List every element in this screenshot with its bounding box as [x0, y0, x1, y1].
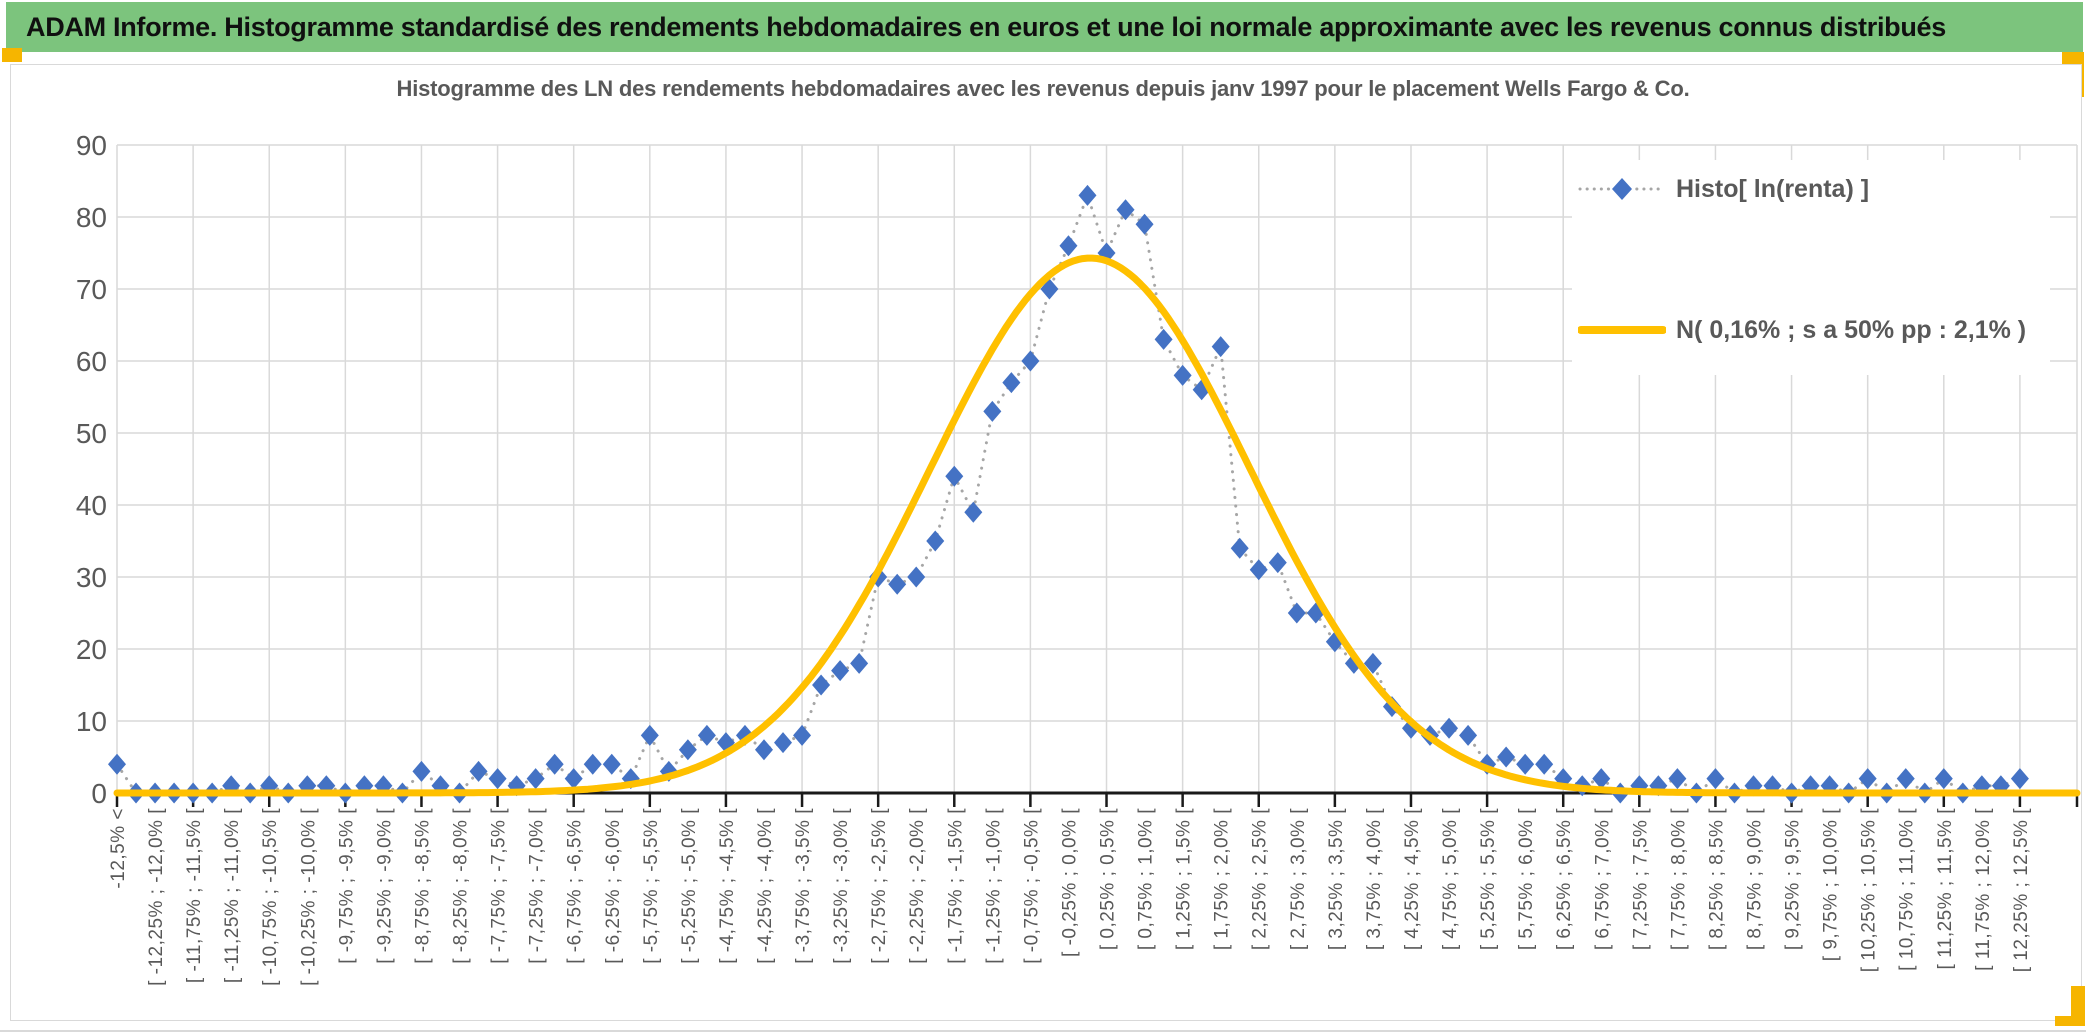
- histogram-point: [850, 653, 868, 674]
- histogram-point: [1706, 768, 1724, 789]
- histogram-point: [1269, 552, 1287, 573]
- x-tick-label: [ 2,75% ; 3,0% [: [1287, 808, 1309, 951]
- y-tick-label: 10: [75, 706, 107, 737]
- x-tick-label: [ 5,75% ; 6,0% [: [1516, 808, 1538, 951]
- x-tick-label: -12,5% <: [108, 808, 129, 889]
- y-tick-label: 0: [91, 778, 107, 809]
- y-tick-label: 90: [75, 130, 107, 161]
- x-tick-label: [ -8,25% ; -8,0% [: [450, 808, 472, 964]
- x-tick-label: [ 10,75% ; 11,0% [: [1896, 808, 1918, 971]
- x-tick-label: [ 1,75% ; 2,0% [: [1211, 808, 1233, 951]
- x-tick-label: [ -4,75% ; -4,5% [: [716, 808, 738, 964]
- histogram-point: [2011, 768, 2029, 789]
- histogram-point: [1059, 235, 1077, 256]
- histogram-point: [489, 768, 507, 789]
- x-tick-label: [ 3,75% ; 4,0% [: [1363, 808, 1385, 951]
- y-tick-label: 80: [75, 202, 107, 233]
- histogram-point: [1535, 754, 1553, 775]
- y-tick-label: 30: [75, 562, 107, 593]
- x-tick-label: [ -10,25% ; -10,0% [: [298, 808, 320, 986]
- legend-entry-histogram[interactable]: [1578, 174, 2044, 204]
- histogram-point: [641, 725, 659, 746]
- x-tick-label: [ 7,75% ; 8,0% [: [1668, 808, 1690, 951]
- x-tick-label: [ -7,75% ; -7,5% [: [488, 808, 510, 964]
- x-tick-label: [ -5,25% ; -5,0% [: [678, 808, 700, 964]
- legend-label-histogram: Histo[ ln(renta) ]: [1676, 174, 1870, 203]
- x-tick-label: [ -12,25% ; -12,0% [: [146, 808, 168, 986]
- y-tick-label: 40: [75, 490, 107, 521]
- x-tick-label: [ -11,25% ; -11,0% [: [222, 808, 244, 984]
- histogram-point: [907, 567, 925, 588]
- histogram-point: [1497, 747, 1515, 768]
- histogram-point: [1288, 603, 1306, 624]
- y-tick-label: 20: [75, 634, 107, 665]
- x-tick-label: [ 12,25% ; 12,5% [: [2010, 808, 2032, 973]
- x-tick-label: [ -0,25% ; 0,0% [: [1059, 808, 1081, 957]
- chart-legend: [1572, 160, 2050, 375]
- y-tick-label: 70: [75, 274, 107, 305]
- histogram-point: [1459, 725, 1477, 746]
- x-tick-label: [ -3,25% ; -3,0% [: [831, 808, 853, 964]
- x-tick-label: [ -6,75% ; -6,5% [: [564, 808, 586, 964]
- histogram-point: [1212, 336, 1230, 357]
- x-tick-label: [ 0,75% ; 1,0% [: [1135, 808, 1157, 951]
- x-tick-label: [ 9,25% ; 9,5% [: [1782, 808, 1804, 951]
- histogram-point: [546, 754, 564, 775]
- blue-diamond-dotted-line-icon: [1578, 174, 1666, 204]
- x-tick-label: [ -1,25% ; -1,0% [: [983, 808, 1005, 964]
- histogram-point: [831, 660, 849, 681]
- histogram-point: [603, 754, 621, 775]
- histogram-point: [755, 739, 773, 760]
- gold-corner-marker-bottom-right-horizontal: [2055, 1016, 2085, 1026]
- x-tick-label: [ -3,75% ; -3,5% [: [793, 808, 814, 964]
- x-tick-label: [ -0,75% ; -0,5% [: [1021, 808, 1043, 964]
- histogram-point: [812, 675, 830, 696]
- x-tick-label: [ 11,75% ; 12,0% [: [1972, 808, 1994, 971]
- histogram-point: [108, 754, 126, 775]
- histogram-point: [527, 768, 545, 789]
- histogram-point: [1935, 768, 1953, 789]
- histogram-point: [412, 761, 430, 782]
- x-tick-label: [ 6,75% ; 7,0% [: [1592, 808, 1614, 951]
- histogram-point: [565, 768, 583, 789]
- histogram-point: [793, 725, 811, 746]
- chart-title: Histogramme des LN des rendements hebdomadaires avec les revenus depuis janv 1997 pour le placement Wells Fargo & Co.: [396, 76, 1690, 101]
- x-tick-label: [ 4,25% ; 4,5% [: [1402, 808, 1423, 951]
- x-tick-label: [ 3,25% ; 3,5% [: [1325, 808, 1347, 951]
- x-tick-label: [ -1,75% ; -1,5% [: [945, 808, 967, 964]
- legend-entry-normal-curve[interactable]: [1578, 315, 2044, 345]
- histogram-point: [698, 725, 716, 746]
- histogram-point: [1668, 768, 1686, 789]
- x-tick-label: [ -9,75% ; -9,5% [: [336, 808, 358, 964]
- x-tick-label: [ -11,75% ; -11,5% [: [184, 808, 206, 984]
- histogram-point: [584, 754, 602, 775]
- x-tick-label: [ -2,25% ; -2,0% [: [907, 808, 929, 964]
- y-tick-label: 50: [75, 418, 107, 449]
- x-tick-label: [ -10,75% ; -10,5% [: [260, 808, 282, 986]
- x-tick-label: [ 4,75% ; 5,0% [: [1440, 808, 1461, 951]
- histogram-point: [1897, 768, 1915, 789]
- histogram-point: [774, 732, 792, 753]
- histogram-point: [983, 401, 1001, 422]
- histogram-point: [1516, 754, 1534, 775]
- histogram-point: [926, 531, 944, 552]
- x-tick-label: [ 2,25% ; 2,5% [: [1249, 808, 1271, 951]
- y-tick-label: 60: [75, 346, 107, 377]
- x-tick-label: [ 7,25% ; 7,5% [: [1630, 808, 1652, 951]
- x-tick-label: [ 11,25% ; 11,5% [: [1934, 808, 1956, 970]
- histogram-point: [1078, 185, 1096, 206]
- histogram-point: [1859, 768, 1877, 789]
- x-tick-label: [ -7,25% ; -7,0% [: [526, 808, 548, 964]
- x-tick-label: [ 8,25% ; 8,5% [: [1706, 808, 1728, 951]
- legend-label-normal-curve: N( 0,16% ; s a 50% pp : 2,1% ): [1676, 315, 2027, 344]
- x-tick-label: [ 1,25% ; 1,5% [: [1173, 808, 1195, 951]
- header-title: ADAM Informe. Histogramme standardisé des rendements hebdomadaires en euros et une loi normale approximante avec les revenus connus distribués: [26, 11, 1946, 42]
- x-tick-label: [ -6,25% ; -6,0% [: [602, 808, 624, 964]
- x-tick-label: [ -4,25% ; -4,0% [: [755, 808, 776, 964]
- x-tick-label: [ -5,75% ; -5,5% [: [640, 808, 662, 964]
- x-tick-label: [ 6,25% ; 6,5% [: [1554, 808, 1576, 951]
- x-tick-label: [ 8,75% ; 9,0% [: [1744, 808, 1766, 951]
- histogram-point: [945, 466, 963, 487]
- x-tick-label: [ -8,75% ; -8,5% [: [412, 808, 434, 964]
- x-tick-label: [ 0,25% ; 0,5% [: [1097, 808, 1119, 951]
- histogram-point: [1174, 365, 1192, 386]
- x-tick-label: [ -2,75% ; -2,5% [: [869, 808, 891, 964]
- x-tick-label: [ 10,25% ; 10,5% [: [1858, 808, 1880, 973]
- x-tick-label: [ 5,25% ; 5,5% [: [1478, 808, 1500, 951]
- histogram-point: [1155, 329, 1173, 350]
- x-tick-label: [ 9,75% ; 10,0% [: [1820, 808, 1842, 962]
- gold-line-icon: [1578, 315, 1666, 345]
- x-tick-label: [ -9,25% ; -9,0% [: [374, 808, 396, 964]
